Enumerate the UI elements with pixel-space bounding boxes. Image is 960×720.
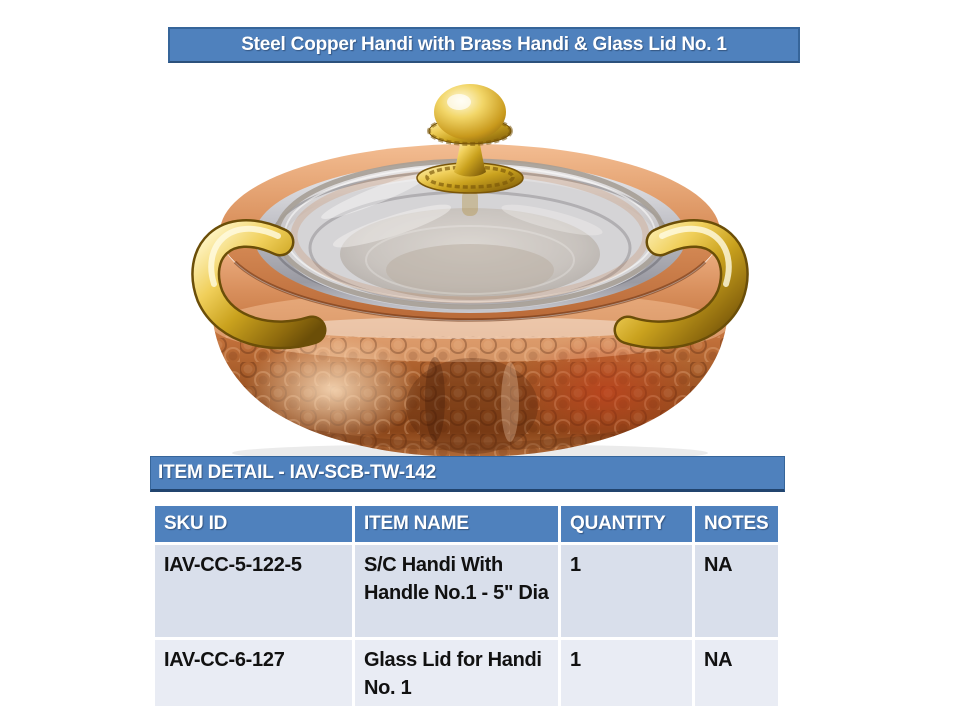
column-header-quantity: QUANTITY xyxy=(560,505,694,544)
cell-quantity: 1 xyxy=(560,544,694,639)
cell-sku: IAV-CC-5-122-5 xyxy=(154,544,354,639)
column-header-sku: SKU ID xyxy=(154,505,354,544)
column-header-item-name: ITEM NAME xyxy=(354,505,560,544)
cell-item-name: S/C Handi With Handle No.1 - 5" Dia xyxy=(354,544,560,639)
title-bar xyxy=(168,27,800,63)
table-row xyxy=(154,544,780,639)
cell-notes: NA xyxy=(694,544,780,639)
item-detail-text: ITEM DETAIL - IAV-SCB-TW-142 xyxy=(158,462,436,483)
cell-item-name: Glass Lid for Handi No. 1 xyxy=(354,639,560,708)
cell-quantity: 1 xyxy=(560,639,694,708)
page-title: Steel Copper Handi with Brass Handi & Glass Lid No. 1 xyxy=(241,34,727,55)
item-detail-bar xyxy=(150,456,785,492)
cell-sku: IAV-CC-6-127 xyxy=(154,639,354,708)
spec-table xyxy=(152,503,781,709)
cell-notes: NA xyxy=(694,639,780,708)
product-photo xyxy=(180,74,760,464)
table-row xyxy=(154,639,780,708)
column-header-notes: NOTES xyxy=(694,505,780,544)
table-header-row xyxy=(154,505,780,544)
